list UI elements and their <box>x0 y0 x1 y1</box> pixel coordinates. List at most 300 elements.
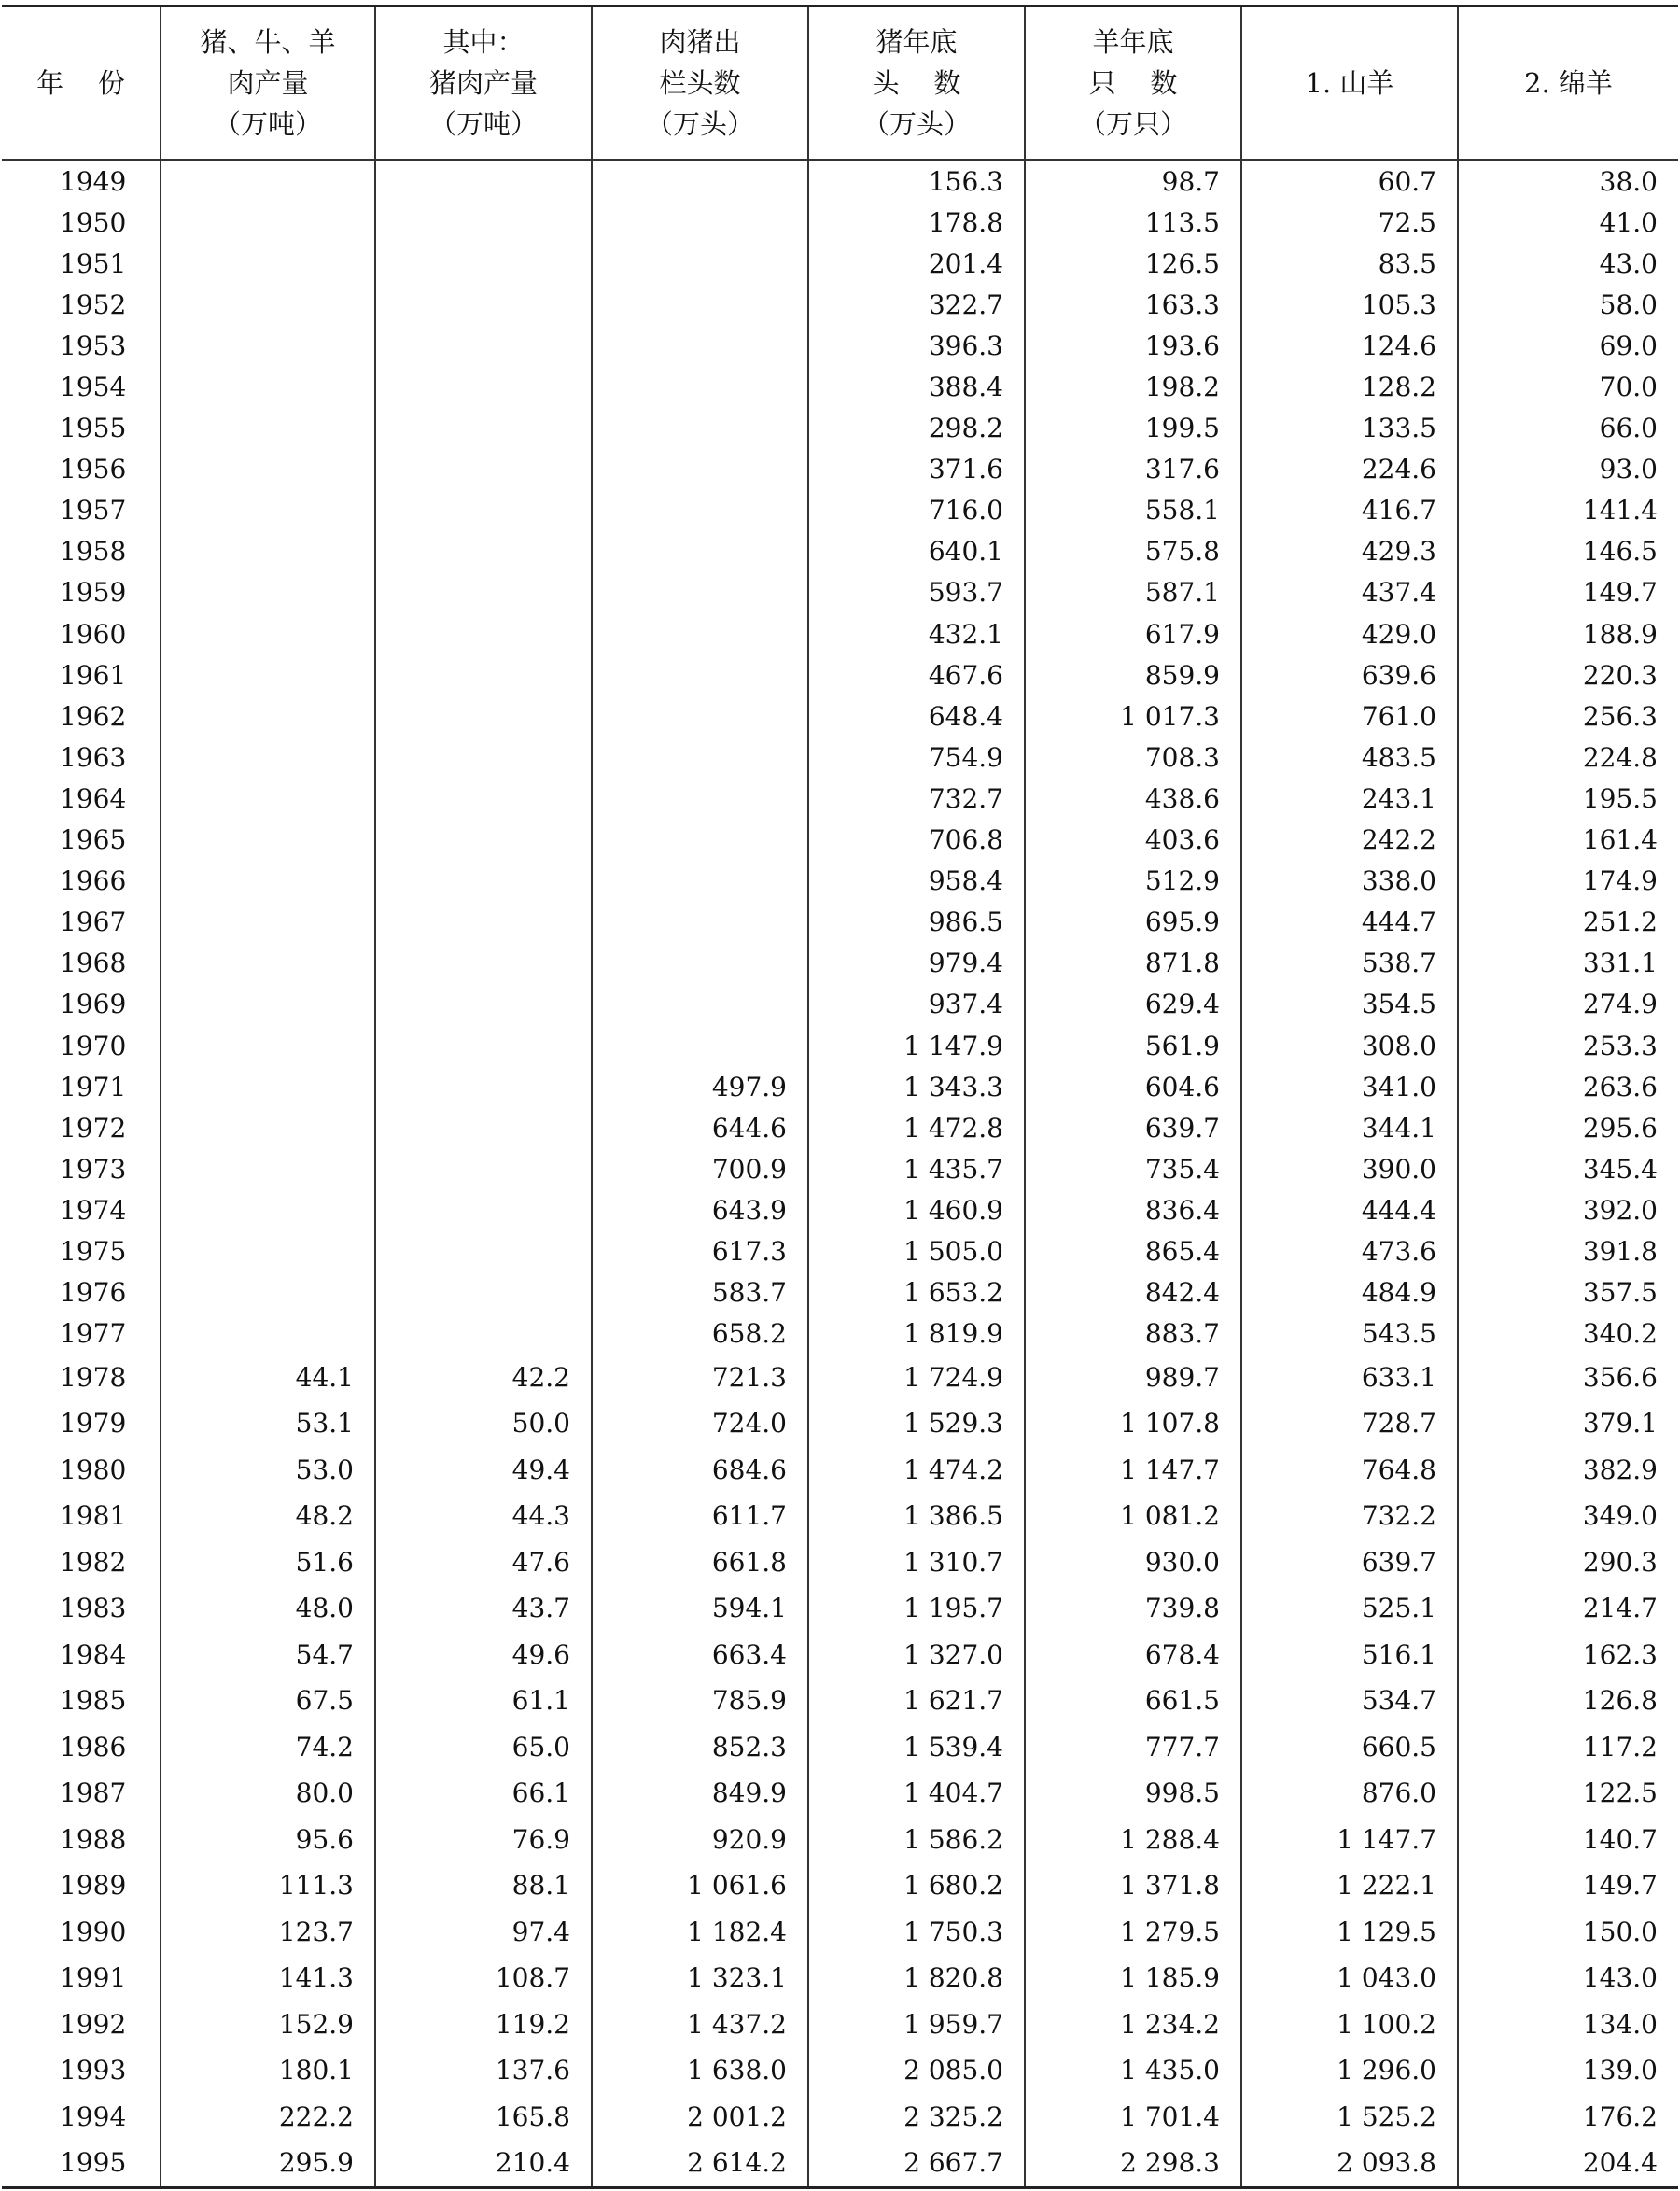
table-row <box>2 984 1678 1025</box>
value-cell <box>592 572 808 613</box>
value-cell: 341.0 <box>1241 1066 1458 1107</box>
value-cell: 534.7 <box>1241 1678 1458 1724</box>
table-row <box>2 2094 1678 2141</box>
table-row <box>2 1025 1678 1066</box>
value-cell: 49.4 <box>375 1447 592 1494</box>
year-cell: 1978 <box>60 1361 127 1393</box>
column-header-line: 1. 山羊 <box>1305 67 1394 99</box>
value-cell <box>592 737 808 778</box>
value-cell <box>592 325 808 366</box>
table-row <box>2 325 1678 366</box>
value-cell: 1 435.0 <box>1025 2047 1241 2094</box>
value-cell <box>592 984 808 1025</box>
table-row <box>2 1400 1678 1447</box>
value-cell: 1 100.2 <box>1241 2001 1458 2048</box>
column-header-3 <box>592 7 808 161</box>
value-cell: 391.8 <box>1458 1230 1678 1271</box>
value-cell: 1 404.7 <box>808 1770 1025 1817</box>
value-cell: 1 680.2 <box>808 1862 1025 1909</box>
value-cell: 124.6 <box>1241 325 1458 366</box>
value-cell: 1 129.5 <box>1241 1909 1458 1956</box>
value-cell: 295.9 <box>161 2140 375 2187</box>
value-cell <box>375 820 592 861</box>
year-cell: 1963 <box>60 741 127 773</box>
value-cell <box>161 490 375 531</box>
value-cell: 356.6 <box>1458 1355 1678 1401</box>
value-cell: 69.0 <box>1458 325 1678 366</box>
value-cell: 48.0 <box>161 1585 375 1632</box>
value-cell: 473.6 <box>1241 1230 1458 1271</box>
value-cell: 728.7 <box>1241 1400 1458 1447</box>
value-cell: 724.0 <box>592 1400 808 1447</box>
value-cell <box>161 1230 375 1271</box>
column-header-line: 其中： <box>442 26 525 58</box>
value-cell: 640.1 <box>808 531 1025 572</box>
value-cell <box>161 572 375 613</box>
value-cell: 50.0 <box>375 1400 592 1447</box>
value-cell: 1 343.3 <box>808 1066 1025 1107</box>
value-cell: 1 437.2 <box>592 2001 808 2048</box>
value-cell: 140.7 <box>1458 1817 1678 1863</box>
value-cell: 512.9 <box>1025 861 1241 902</box>
column-header-line: 只 数 <box>1088 67 1178 99</box>
year-cell: 1966 <box>60 865 127 897</box>
column-header-line: 栏头数 <box>659 67 741 99</box>
table-row <box>2 1539 1678 1586</box>
value-cell: 1 147.9 <box>808 1025 1025 1066</box>
value-cell: 708.3 <box>1025 737 1241 778</box>
year-cell: 1971 <box>60 1071 127 1103</box>
year-cell: 1956 <box>60 454 127 485</box>
value-cell: 222.2 <box>161 2094 375 2141</box>
value-cell: 2 093.8 <box>1241 2140 1458 2187</box>
value-cell: 1 279.5 <box>1025 1909 1241 1956</box>
value-cell <box>161 902 375 943</box>
value-cell: 390.0 <box>1241 1148 1458 1189</box>
value-cell: 95.6 <box>161 1817 375 1863</box>
value-cell <box>592 861 808 902</box>
column-header-line: 肉猪出 <box>659 26 741 58</box>
value-cell <box>161 366 375 407</box>
value-cell: 1 529.3 <box>808 1400 1025 1447</box>
value-cell <box>592 160 808 202</box>
value-cell: 152.9 <box>161 2001 375 2048</box>
value-cell: 322.7 <box>808 284 1025 325</box>
column-header-line: 猪肉产量 <box>428 67 538 99</box>
value-cell: 253.3 <box>1458 1025 1678 1066</box>
value-cell: 42.2 <box>375 1355 592 1401</box>
value-cell <box>161 654 375 695</box>
table-row <box>2 572 1678 613</box>
column-header-line: 羊年底 <box>1092 26 1174 58</box>
value-cell <box>375 325 592 366</box>
value-cell: 49.6 <box>375 1632 592 1678</box>
value-cell: 852.3 <box>592 1724 808 1771</box>
value-cell <box>375 1148 592 1189</box>
table-row <box>2 737 1678 778</box>
value-cell: 525.1 <box>1241 1585 1458 1632</box>
value-cell: 1 147.7 <box>1241 1817 1458 1863</box>
value-cell <box>375 1313 592 1355</box>
value-cell: 38.0 <box>1458 160 1678 202</box>
value-cell: 1 460.9 <box>808 1189 1025 1230</box>
year-cell: 1965 <box>60 824 127 856</box>
value-cell: 340.2 <box>1458 1313 1678 1355</box>
table-row <box>2 1107 1678 1148</box>
table-row <box>2 284 1678 325</box>
year-cell: 1988 <box>60 1823 127 1855</box>
value-cell: 66.1 <box>375 1770 592 1817</box>
value-cell <box>161 1272 375 1313</box>
table-row <box>2 1909 1678 1956</box>
header-row <box>2 7 1678 161</box>
year-cell: 1984 <box>60 1638 127 1670</box>
column-header-4 <box>808 7 1025 161</box>
value-cell <box>161 1066 375 1107</box>
value-cell <box>161 737 375 778</box>
value-cell: 150.0 <box>1458 1909 1678 1956</box>
value-cell: 256.3 <box>1458 695 1678 737</box>
value-cell: 1 081.2 <box>1025 1493 1241 1539</box>
value-cell: 66.0 <box>1458 408 1678 449</box>
value-cell: 251.2 <box>1458 902 1678 943</box>
value-cell <box>592 202 808 243</box>
year-cell: 1968 <box>60 948 127 979</box>
value-cell: 483.5 <box>1241 737 1458 778</box>
column-header-0 <box>2 7 161 161</box>
value-cell: 732.2 <box>1241 1493 1458 1539</box>
value-cell: 1 819.9 <box>808 1313 1025 1355</box>
year-cell: 1990 <box>60 1916 127 1947</box>
value-cell: 639.7 <box>1025 1107 1241 1148</box>
value-cell: 842.4 <box>1025 1272 1241 1313</box>
column-header-1 <box>161 7 375 161</box>
value-cell: 432.1 <box>808 613 1025 654</box>
value-cell: 224.6 <box>1241 449 1458 490</box>
value-cell: 123.7 <box>161 1909 375 1956</box>
column-header-line: （万头） <box>861 108 971 140</box>
value-cell: 161.4 <box>1458 820 1678 861</box>
value-cell: 117.2 <box>1458 1724 1678 1771</box>
table-row <box>2 613 1678 654</box>
year-cell: 1987 <box>60 1777 127 1809</box>
value-cell <box>592 613 808 654</box>
value-cell <box>161 984 375 1025</box>
value-cell: 1 474.2 <box>808 1447 1025 1494</box>
value-cell: 224.8 <box>1458 737 1678 778</box>
value-cell: 617.9 <box>1025 613 1241 654</box>
value-cell: 2 614.2 <box>592 2140 808 2187</box>
value-cell: 53.1 <box>161 1400 375 1447</box>
value-cell: 1 017.3 <box>1025 695 1241 737</box>
value-cell: 61.1 <box>375 1678 592 1724</box>
year-cell: 1958 <box>60 536 127 568</box>
value-cell: 298.2 <box>808 408 1025 449</box>
value-cell: 331.1 <box>1458 943 1678 984</box>
value-cell: 497.9 <box>592 1066 808 1107</box>
value-cell <box>592 284 808 325</box>
value-cell: 141.3 <box>161 1955 375 2001</box>
value-cell: 958.4 <box>808 861 1025 902</box>
value-cell: 930.0 <box>1025 1539 1241 1586</box>
table-row <box>2 1632 1678 1678</box>
value-cell: 695.9 <box>1025 902 1241 943</box>
value-cell: 1 234.2 <box>1025 2001 1241 2048</box>
value-cell <box>375 1230 592 1271</box>
value-cell: 396.3 <box>808 325 1025 366</box>
value-cell: 122.5 <box>1458 1770 1678 1817</box>
value-cell: 989.7 <box>1025 1355 1241 1401</box>
value-cell: 1 185.9 <box>1025 1955 1241 2001</box>
value-cell: 67.5 <box>161 1678 375 1724</box>
value-cell: 438.6 <box>1025 778 1241 819</box>
value-cell: 162.3 <box>1458 1632 1678 1678</box>
value-cell: 865.4 <box>1025 1230 1241 1271</box>
table-row <box>2 1955 1678 2001</box>
table-row <box>2 902 1678 943</box>
value-cell: 444.7 <box>1241 902 1458 943</box>
column-header-line: 年 份 <box>36 67 125 99</box>
value-cell: 583.7 <box>592 1272 808 1313</box>
value-cell: 178.8 <box>808 202 1025 243</box>
year-cell: 1970 <box>60 1030 127 1061</box>
value-cell: 721.3 <box>592 1355 808 1401</box>
value-cell: 1 724.9 <box>808 1355 1025 1401</box>
value-cell <box>161 1313 375 1355</box>
table-row <box>2 2001 1678 2048</box>
value-cell <box>375 737 592 778</box>
value-cell: 1 638.0 <box>592 2047 808 2094</box>
column-header-line: 猪、牛、羊 <box>200 26 336 58</box>
value-cell: 643.9 <box>592 1189 808 1230</box>
value-cell <box>161 202 375 243</box>
value-cell <box>161 695 375 737</box>
value-cell <box>161 160 375 202</box>
value-cell: 165.8 <box>375 2094 592 2141</box>
value-cell: 735.4 <box>1025 1148 1241 1189</box>
year-cell: 1977 <box>60 1318 127 1350</box>
value-cell: 998.5 <box>1025 1770 1241 1817</box>
value-cell: 97.4 <box>375 1909 592 1956</box>
value-cell: 220.3 <box>1458 654 1678 695</box>
value-cell: 1 147.7 <box>1025 1447 1241 1494</box>
value-cell: 920.9 <box>592 1817 808 1863</box>
table-row <box>2 531 1678 572</box>
value-cell <box>592 366 808 407</box>
value-cell: 1 539.4 <box>808 1724 1025 1771</box>
value-cell: 174.9 <box>1458 861 1678 902</box>
value-cell: 76.9 <box>375 1817 592 1863</box>
value-cell: 1 505.0 <box>808 1230 1025 1271</box>
year-cell: 1992 <box>60 2008 127 2040</box>
table-row <box>2 1066 1678 1107</box>
value-cell: 639.6 <box>1241 654 1458 695</box>
value-cell: 538.7 <box>1241 943 1458 984</box>
value-cell: 543.5 <box>1241 1313 1458 1355</box>
table-row <box>2 861 1678 902</box>
value-cell: 1 182.4 <box>592 1909 808 1956</box>
value-cell <box>592 408 808 449</box>
value-cell: 119.2 <box>375 2001 592 2048</box>
value-cell: 126.5 <box>1025 243 1241 284</box>
value-cell: 204.4 <box>1458 2140 1678 2187</box>
value-cell <box>592 778 808 819</box>
table-row <box>2 1585 1678 1632</box>
value-cell <box>161 613 375 654</box>
value-cell: 1 621.7 <box>808 1678 1025 1724</box>
table-row <box>2 820 1678 861</box>
column-header-7 <box>1458 7 1678 161</box>
column-header-line: 猪年底 <box>875 26 958 58</box>
value-cell: 611.7 <box>592 1493 808 1539</box>
value-cell: 80.0 <box>161 1770 375 1817</box>
value-cell: 72.5 <box>1241 202 1458 243</box>
table-row <box>2 1817 1678 1863</box>
value-cell: 295.6 <box>1458 1107 1678 1148</box>
value-cell: 317.6 <box>1025 449 1241 490</box>
value-cell <box>592 820 808 861</box>
value-cell: 1 586.2 <box>808 1817 1025 1863</box>
column-header-line: （万只） <box>1078 108 1187 140</box>
table-row <box>2 778 1678 819</box>
value-cell: 163.3 <box>1025 284 1241 325</box>
value-cell <box>375 243 592 284</box>
value-cell: 51.6 <box>161 1539 375 1586</box>
value-cell: 195.5 <box>1458 778 1678 819</box>
year-cell: 1994 <box>60 2100 127 2132</box>
table-row <box>2 243 1678 284</box>
value-cell: 575.8 <box>1025 531 1241 572</box>
value-cell: 1 296.0 <box>1241 2047 1458 2094</box>
value-cell: 338.0 <box>1241 861 1458 902</box>
value-cell <box>161 284 375 325</box>
value-cell: 594.1 <box>592 1585 808 1632</box>
table-row <box>2 1770 1678 1817</box>
value-cell <box>161 1025 375 1066</box>
value-cell: 593.7 <box>808 572 1025 613</box>
value-cell: 2 667.7 <box>808 2140 1025 2187</box>
value-cell <box>375 695 592 737</box>
value-cell <box>375 902 592 943</box>
value-cell: 739.8 <box>1025 1585 1241 1632</box>
value-cell: 484.9 <box>1241 1272 1458 1313</box>
value-cell <box>161 325 375 366</box>
value-cell: 979.4 <box>808 943 1025 984</box>
value-cell: 1 107.8 <box>1025 1400 1241 1447</box>
value-cell: 777.7 <box>1025 1724 1241 1771</box>
value-cell: 660.5 <box>1241 1724 1458 1771</box>
year-cell: 1950 <box>60 206 127 238</box>
value-cell <box>592 243 808 284</box>
value-cell: 871.8 <box>1025 943 1241 984</box>
value-cell: 349.0 <box>1458 1493 1678 1539</box>
value-cell: 2 001.2 <box>592 2094 808 2141</box>
year-cell: 1969 <box>60 989 127 1020</box>
value-cell: 371.6 <box>808 449 1025 490</box>
year-cell: 1962 <box>60 700 127 732</box>
value-cell: 111.3 <box>161 1862 375 1909</box>
year-cell: 1959 <box>60 577 127 609</box>
value-cell: 516.1 <box>1241 1632 1458 1678</box>
year-cell: 1983 <box>60 1593 127 1624</box>
value-cell: 308.0 <box>1241 1025 1458 1066</box>
column-header-2 <box>375 7 592 161</box>
value-cell: 133.5 <box>1241 408 1458 449</box>
value-cell: 764.8 <box>1241 1447 1458 1494</box>
value-cell <box>161 243 375 284</box>
value-cell: 176.2 <box>1458 2094 1678 2141</box>
value-cell: 344.1 <box>1241 1107 1458 1148</box>
value-cell: 1 472.8 <box>808 1107 1025 1148</box>
value-cell: 1 310.7 <box>808 1539 1025 1586</box>
value-cell: 149.7 <box>1458 572 1678 613</box>
year-cell: 1951 <box>60 247 127 279</box>
value-cell <box>375 1189 592 1230</box>
value-cell <box>592 943 808 984</box>
year-cell: 1976 <box>60 1277 127 1309</box>
value-cell <box>375 490 592 531</box>
value-cell: 242.2 <box>1241 820 1458 861</box>
value-cell <box>161 449 375 490</box>
value-cell: 2 298.3 <box>1025 2140 1241 2187</box>
value-cell: 139.0 <box>1458 2047 1678 2094</box>
value-cell: 1 435.7 <box>808 1148 1025 1189</box>
year-cell: 1955 <box>60 413 127 444</box>
value-cell: 113.5 <box>1025 202 1241 243</box>
column-header-line: （万头） <box>645 108 754 140</box>
value-cell <box>375 984 592 1025</box>
value-cell: 274.9 <box>1458 984 1678 1025</box>
value-cell <box>161 1107 375 1148</box>
year-cell: 1981 <box>60 1500 127 1532</box>
value-cell: 1 222.1 <box>1241 1862 1458 1909</box>
value-cell <box>161 1148 375 1189</box>
table-row <box>2 449 1678 490</box>
value-cell: 1 525.2 <box>1241 2094 1458 2141</box>
value-cell: 678.4 <box>1025 1632 1241 1678</box>
value-cell: 199.5 <box>1025 408 1241 449</box>
year-cell: 1954 <box>60 372 127 403</box>
value-cell: 105.3 <box>1241 284 1458 325</box>
value-cell: 156.3 <box>808 160 1025 202</box>
value-cell: 633.1 <box>1241 1355 1458 1401</box>
value-cell: 785.9 <box>592 1678 808 1724</box>
year-cell: 1991 <box>60 1962 127 1994</box>
value-cell <box>375 778 592 819</box>
value-cell: 263.6 <box>1458 1066 1678 1107</box>
value-cell: 403.6 <box>1025 820 1241 861</box>
value-cell <box>375 366 592 407</box>
value-cell: 1 820.8 <box>808 1955 1025 2001</box>
value-cell: 836.4 <box>1025 1189 1241 1230</box>
value-cell: 437.4 <box>1241 572 1458 613</box>
value-cell: 60.7 <box>1241 160 1458 202</box>
value-cell: 429.3 <box>1241 531 1458 572</box>
value-cell: 1 327.0 <box>808 1632 1025 1678</box>
column-header-6 <box>1241 7 1458 161</box>
value-cell: 1 701.4 <box>1025 2094 1241 2141</box>
value-cell: 354.5 <box>1241 984 1458 1025</box>
value-cell: 382.9 <box>1458 1447 1678 1494</box>
value-cell <box>592 490 808 531</box>
table-row <box>2 695 1678 737</box>
value-cell: 2 325.2 <box>808 2094 1025 2141</box>
value-cell <box>161 1189 375 1230</box>
value-cell: 732.7 <box>808 778 1025 819</box>
value-cell: 146.5 <box>1458 531 1678 572</box>
year-cell: 1953 <box>60 330 127 361</box>
value-cell: 684.6 <box>592 1447 808 1494</box>
